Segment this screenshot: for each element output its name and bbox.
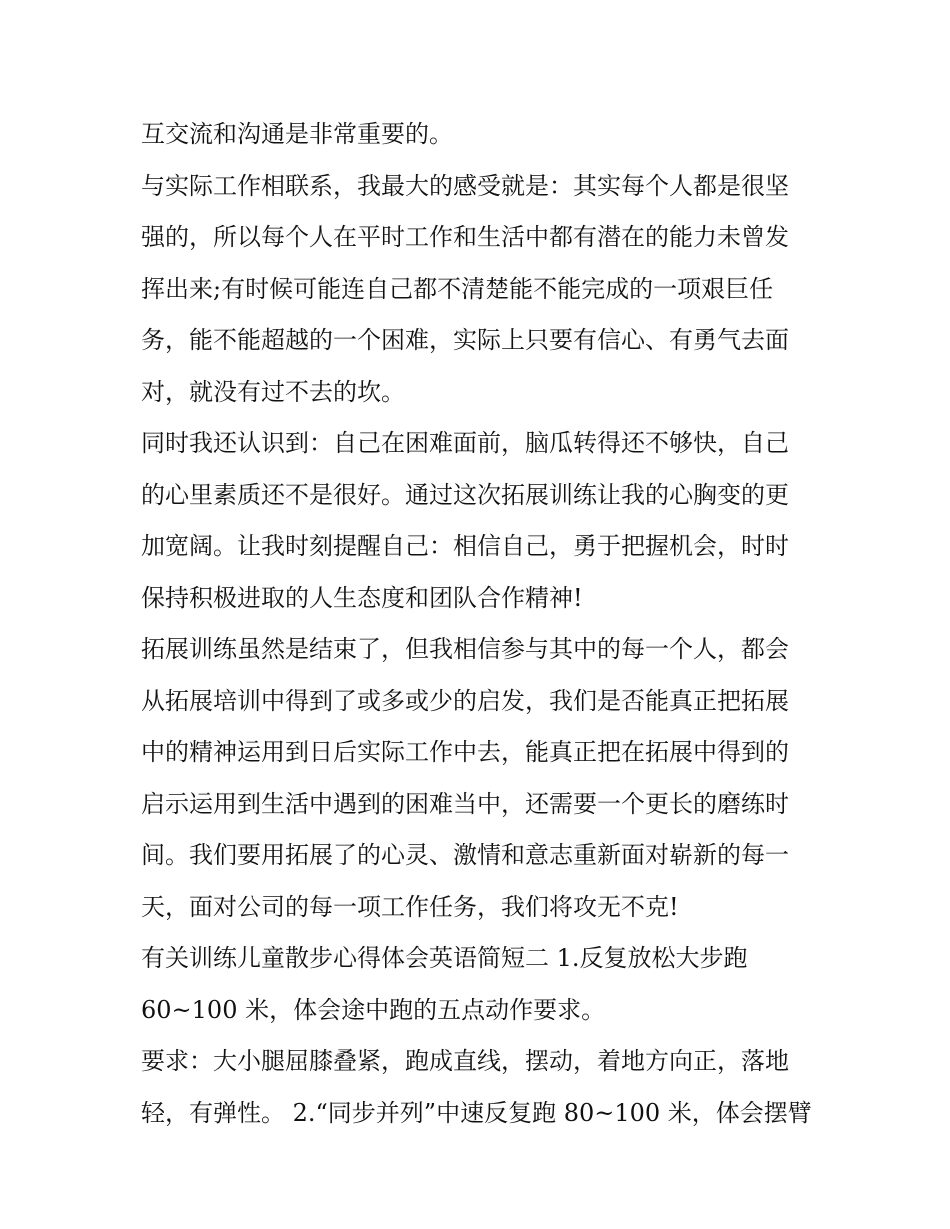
text-line: 天，面对公司的每一项工作任务，我们将攻无不克!	[141, 892, 679, 921]
text-line: 务，能不能超越的一个困难，实际上只要有信心、有勇气去面	[141, 326, 789, 354]
text-line: 与实际工作相联系，我最大的感受就是：其实每个人都是很坚	[141, 171, 789, 200]
text-line: 启示运用到生活中遇到的困难当中，还需要一个更长的磨练时	[141, 789, 789, 818]
text-line: 拓展训练虽然是结束了，但我相信参与其中的每一个人，都会	[141, 635, 789, 663]
text-line: 挥出来;有时候可能连自己都不清楚能不能完成的一项艰巨任	[141, 274, 774, 303]
text-line: 保持积极进取的人生态度和团队合作精神!	[141, 583, 583, 612]
text-line: 轻，有弹性。 2.“同步并列”中速反复跑 80~100 米，体会摆臂	[141, 1098, 812, 1127]
text-line: 强的，所以每个人在平时工作和生活中都有潜在的能力未曾发	[141, 223, 789, 251]
text-line: 有关训练儿童散步心得体会英语简短二 1.反复放松大步跑	[141, 944, 748, 972]
text-line: 60~100 米，体会途中跑的五点动作要求。	[141, 995, 606, 1024]
text-line: 中的精神运用到日后实际工作中去，能真正把在拓展中得到的	[141, 738, 789, 766]
body-text	[141, 109, 821, 1139]
text-line: 从拓展培训中得到了或多或少的启发，我们是否能真正把拓展	[141, 686, 789, 715]
text-line: 同时我还认识到：自己在困难面前，脑瓜转得还不够快，自己	[141, 429, 789, 457]
text-line: 的心里素质还不是很好。通过这次拓展训练让我的心胸变的更	[141, 480, 789, 509]
text-line: 加宽阔。让我时刻提醒自己：相信自己，勇于把握机会，时时	[141, 532, 789, 560]
text-line: 要求：大小腿屈膝叠紧，跑成直线，摆动，着地方向正，落地	[141, 1047, 789, 1075]
text-line: 间。我们要用拓展了的心灵、激情和意志重新面对崭新的每一	[141, 841, 789, 869]
text-line: 互交流和沟通是非常重要的。	[141, 120, 453, 148]
text-line: 对，就没有过不去的坎。	[141, 377, 405, 406]
